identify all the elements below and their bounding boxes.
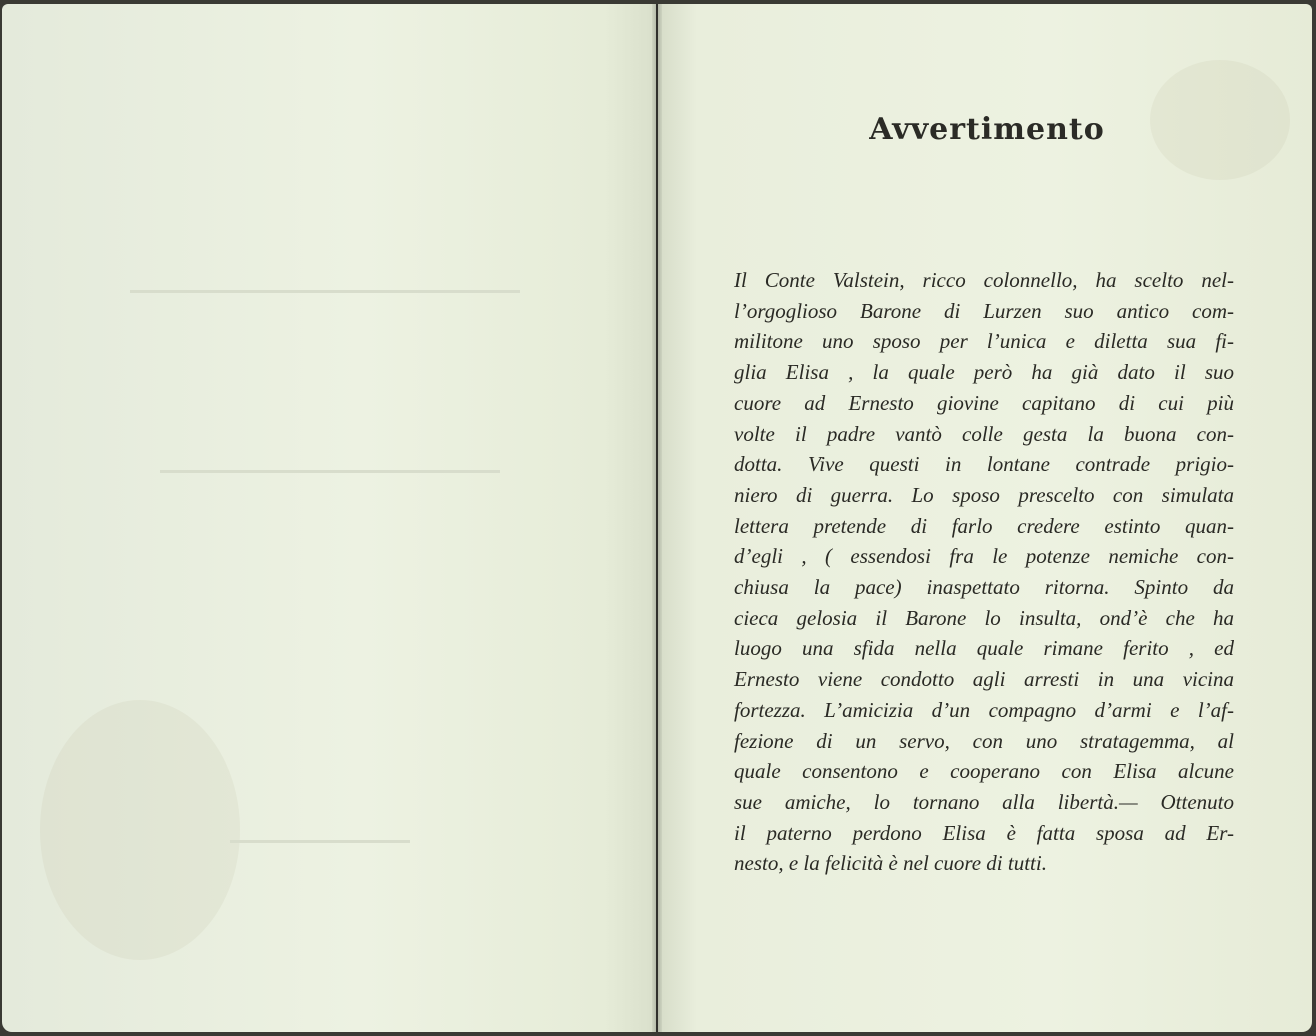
- text-line: sue amiche, lo tornano alla libertà.— Ottenuto: [734, 789, 1234, 814]
- text-line: Ernesto viene condotto agli arresti in una vicina: [734, 667, 1234, 692]
- text-line: fortezza. L’amicizia d’un compagno d’armi e l’af-: [734, 697, 1234, 722]
- text-line: nesto, e la felicità è nel cuore di tutti.: [734, 851, 1047, 876]
- text-line: lettera pretende di farlo credere estinto quan-: [734, 513, 1234, 538]
- text-line: cieca gelosia il Barone lo insulta, ond’è che ha: [734, 605, 1234, 630]
- text-line: l’orgoglioso Barone di Lurzen suo antico com-: [734, 298, 1234, 323]
- bleed-through-rule: [130, 290, 520, 293]
- text-line: glia Elisa , la quale però ha già dato il suo: [734, 360, 1234, 385]
- text-line: quale consentono e cooperano con Elisa alcune: [734, 759, 1234, 784]
- bleed-through-rule: [230, 840, 410, 843]
- book-gutter: [652, 4, 662, 1032]
- text-line: luogo una sfida nella quale rimane ferito , ed: [734, 636, 1234, 661]
- text-line: il paterno perdono Elisa è fatta sposa ad Er-: [734, 820, 1234, 845]
- body-paragraph: [734, 265, 1234, 879]
- text-line: volte il padre vantò colle gesta la buona con-: [734, 421, 1234, 446]
- text-line: Il Conte Valstein, ricco colonnello, ha scelto nel-: [734, 268, 1234, 292]
- text-line: dotta. Vive questi in lontane contrade prigio-: [734, 452, 1234, 477]
- page-heading: Avvertimento: [869, 112, 1105, 147]
- text-line: fezione di un servo, con uno stratagemma, al: [734, 728, 1234, 753]
- text-line: cuore ad Ernesto giovine capitano di cui più: [734, 390, 1234, 415]
- paper-stain: [40, 700, 240, 960]
- text-line: d’egli , ( essendosi fra le potenze nemiche con-: [734, 544, 1234, 569]
- bleed-through-rule: [160, 470, 500, 473]
- text-line: niero di guerra. Lo sposo prescelto con simulata: [734, 482, 1234, 507]
- text-line: militone uno sposo per l’unica e diletta sua fi-: [734, 329, 1234, 354]
- text-line: chiusa la pace) inaspettato ritorna. Spinto da: [734, 575, 1234, 600]
